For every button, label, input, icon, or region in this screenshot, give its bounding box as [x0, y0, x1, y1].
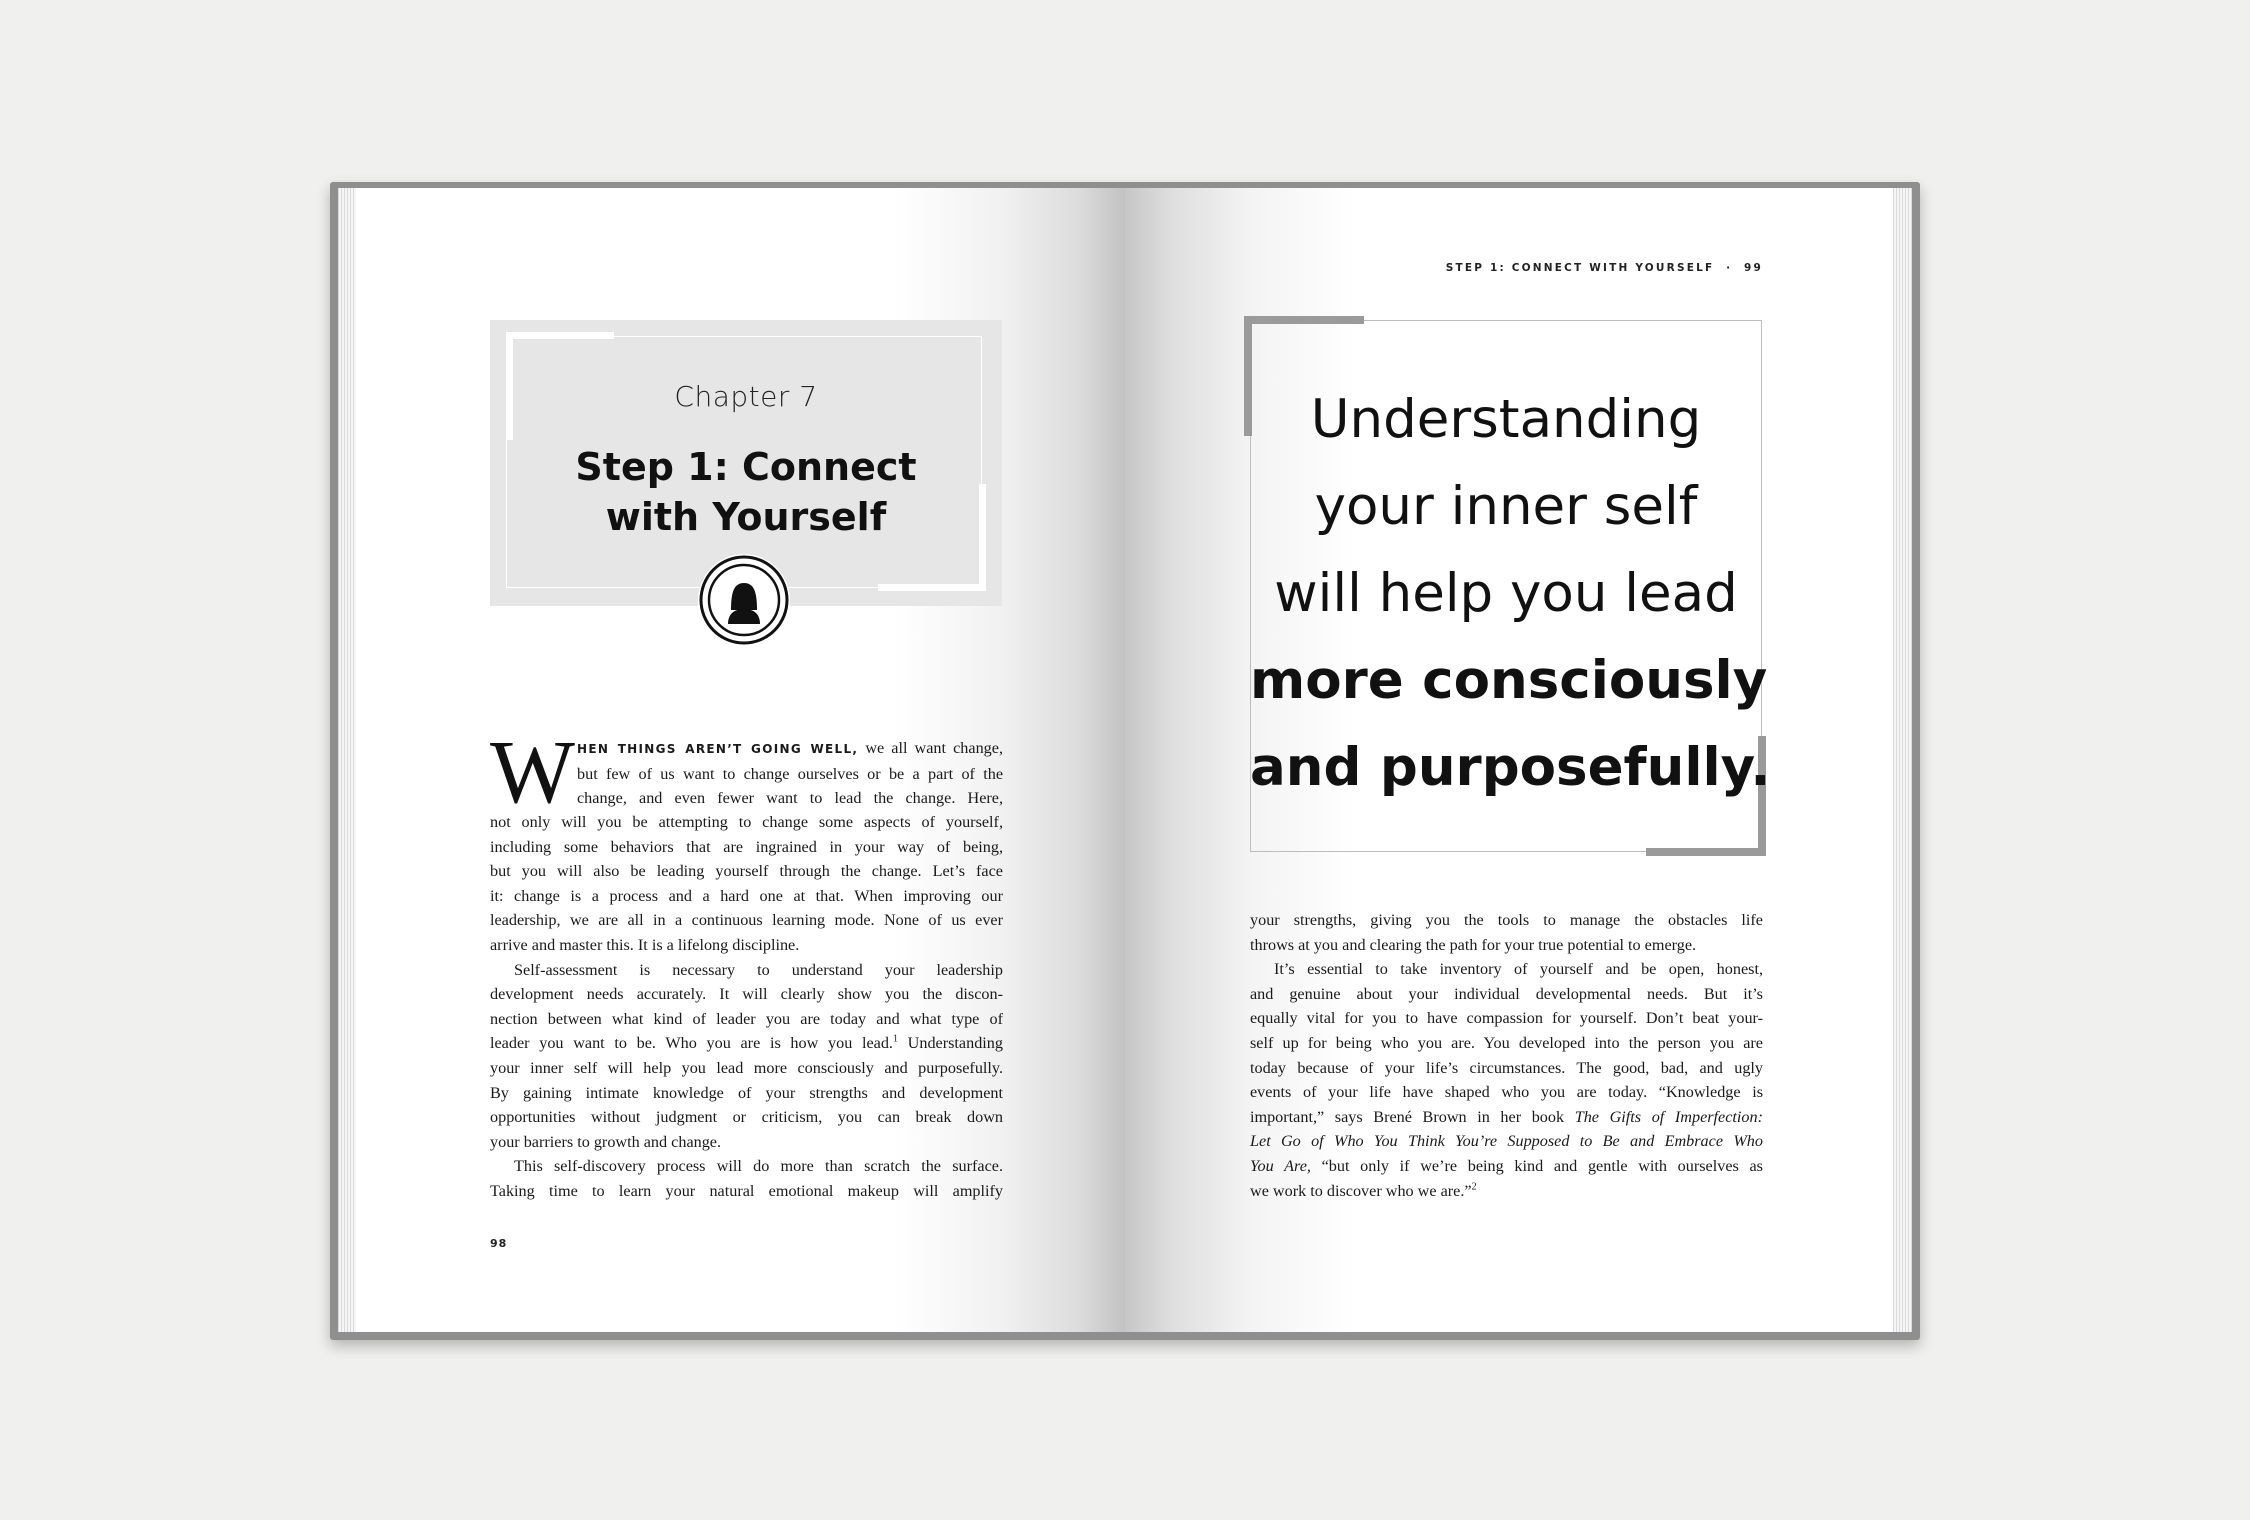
running-head: STEP 1: CONNECT WITH YOURSELF · 99 — [1445, 262, 1763, 274]
text-line: Taking time to learn your natural emotional makeup will amplify — [490, 1181, 1003, 1200]
text-line: This self-discovery process will do more than scratch the surface. — [514, 1157, 1003, 1176]
text-line: important,” says Brené Brown in her book The Gifts of Imperfection: — [1250, 1107, 1763, 1126]
text-line: leader you want to be. Who you are is how you lead.$^1$ Understanding — [490, 1033, 1003, 1053]
text-line: development needs accurately. It will clearly show you the discon- — [490, 985, 1003, 1004]
text-line: nection between what kind of leader you are today and what type of — [490, 1009, 1003, 1028]
chapter-badge — [698, 554, 790, 646]
quote-line: Understanding — [1310, 389, 1702, 450]
right-body-text — [1250, 908, 1763, 1203]
chapter-title — [490, 442, 1002, 542]
drop-cap: W — [490, 723, 575, 822]
text-line: arrive and master this. It is a lifelong discipline. — [490, 935, 800, 954]
chapter-label: Chapter 7 — [674, 380, 818, 413]
text-line: but you will also be leading yourself through the change. Let’s face — [490, 862, 1003, 881]
footnote-ref[interactable]: 2 — [1471, 1181, 1477, 1193]
chapter-title-line-2: with Yourself — [605, 495, 887, 539]
book-title: The Gifts of Imperfection: — [1574, 1107, 1763, 1126]
text-line: leadership, we are all in a continuous learning mode. None of us ever — [490, 911, 1003, 930]
quote-corner-bottom — [1646, 848, 1766, 856]
book-title: You Are, — [1250, 1156, 1311, 1175]
left-paragraph-1 — [490, 810, 1003, 1204]
text-line: but few of us want to change ourselves or be a part of the — [577, 764, 1003, 783]
text-line: HEN THINGS AREN’T GOING WELL, we all want change, — [577, 739, 1003, 757]
chapter-title-line-1: Step 1: Connect — [575, 445, 917, 489]
text-line — [1250, 1129, 1763, 1154]
text-line: Self-assessment is necessary to understand your leadership — [514, 960, 1003, 979]
text-line: You Are, “but only if we’re being kind and gentle with ourselves as — [1250, 1156, 1763, 1175]
text-line: events of your life have shaped who you are today. “Knowledge is — [1250, 1083, 1763, 1102]
text-line: it: change is a process and a hard one at that. When improving our — [490, 886, 1003, 905]
quote-line: will help you lead — [1274, 563, 1738, 624]
page-edges-right — [1892, 188, 1912, 1332]
page-number-right: 99 — [1743, 262, 1763, 274]
text-line: your inner self will help you lead more consciously and purposefully. — [490, 1058, 1003, 1077]
chapter-corner-top — [506, 332, 614, 339]
quote-line: your inner self — [1314, 476, 1698, 537]
book-title: Let Go of Who You Think You’re Supposed to Be and Embrace Who — [1250, 1132, 1763, 1151]
text-line: including some behaviors that are ingrained in your way of being, — [490, 837, 1003, 856]
chapter-corner-bottom — [878, 584, 986, 591]
pull-quote — [1250, 376, 1771, 811]
text-line: your strengths, giving you the tools to manage the obstacles life — [1250, 911, 1763, 929]
quote-corner-top — [1244, 316, 1364, 324]
text-line: your barriers to growth and change. — [490, 1132, 722, 1151]
text-line: and genuine about your individual developmental needs. But it’s — [1250, 984, 1763, 1003]
text-line: equally vital for you to have compassion for yourself. Don’t beat your- — [1250, 1009, 1763, 1028]
page-edges-left — [338, 188, 358, 1332]
text-line: It’s essential to take inventory of yourself and be open, honest, — [1274, 960, 1763, 979]
text-line: we work to discover who we are.”$^2$ — [1250, 1181, 1477, 1200]
quote-line-bold: and purposefully. — [1250, 737, 1771, 798]
person-silhouette-icon — [698, 554, 790, 646]
text-line: today because of your life’s circumstances. The good, bad, and ugly — [1250, 1058, 1763, 1077]
text-line: self up for being who you are. You developed into the person you are — [1250, 1033, 1763, 1052]
page-number-left: 98 — [490, 1237, 508, 1250]
lead-in: HEN THINGS AREN’T GOING WELL, — [577, 742, 859, 756]
text-line: change, and even fewer want to lead the change. Here, — [577, 789, 1003, 808]
text-line: By gaining intimate knowledge of your strengths and development — [490, 1083, 1003, 1102]
text-line: throws at you and clearing the path for your true potential to emerge. — [1250, 935, 1697, 954]
text-line: not only will you be attempting to change some aspects of yourself, — [490, 813, 1003, 831]
quote-line-bold: more consciously — [1250, 650, 1768, 711]
footnote-ref[interactable]: 1 — [892, 1033, 898, 1045]
left-paragraph-1-wrapped — [577, 736, 1003, 811]
text-line: opportunities without judgment or criticism, you can break down — [490, 1108, 1003, 1127]
